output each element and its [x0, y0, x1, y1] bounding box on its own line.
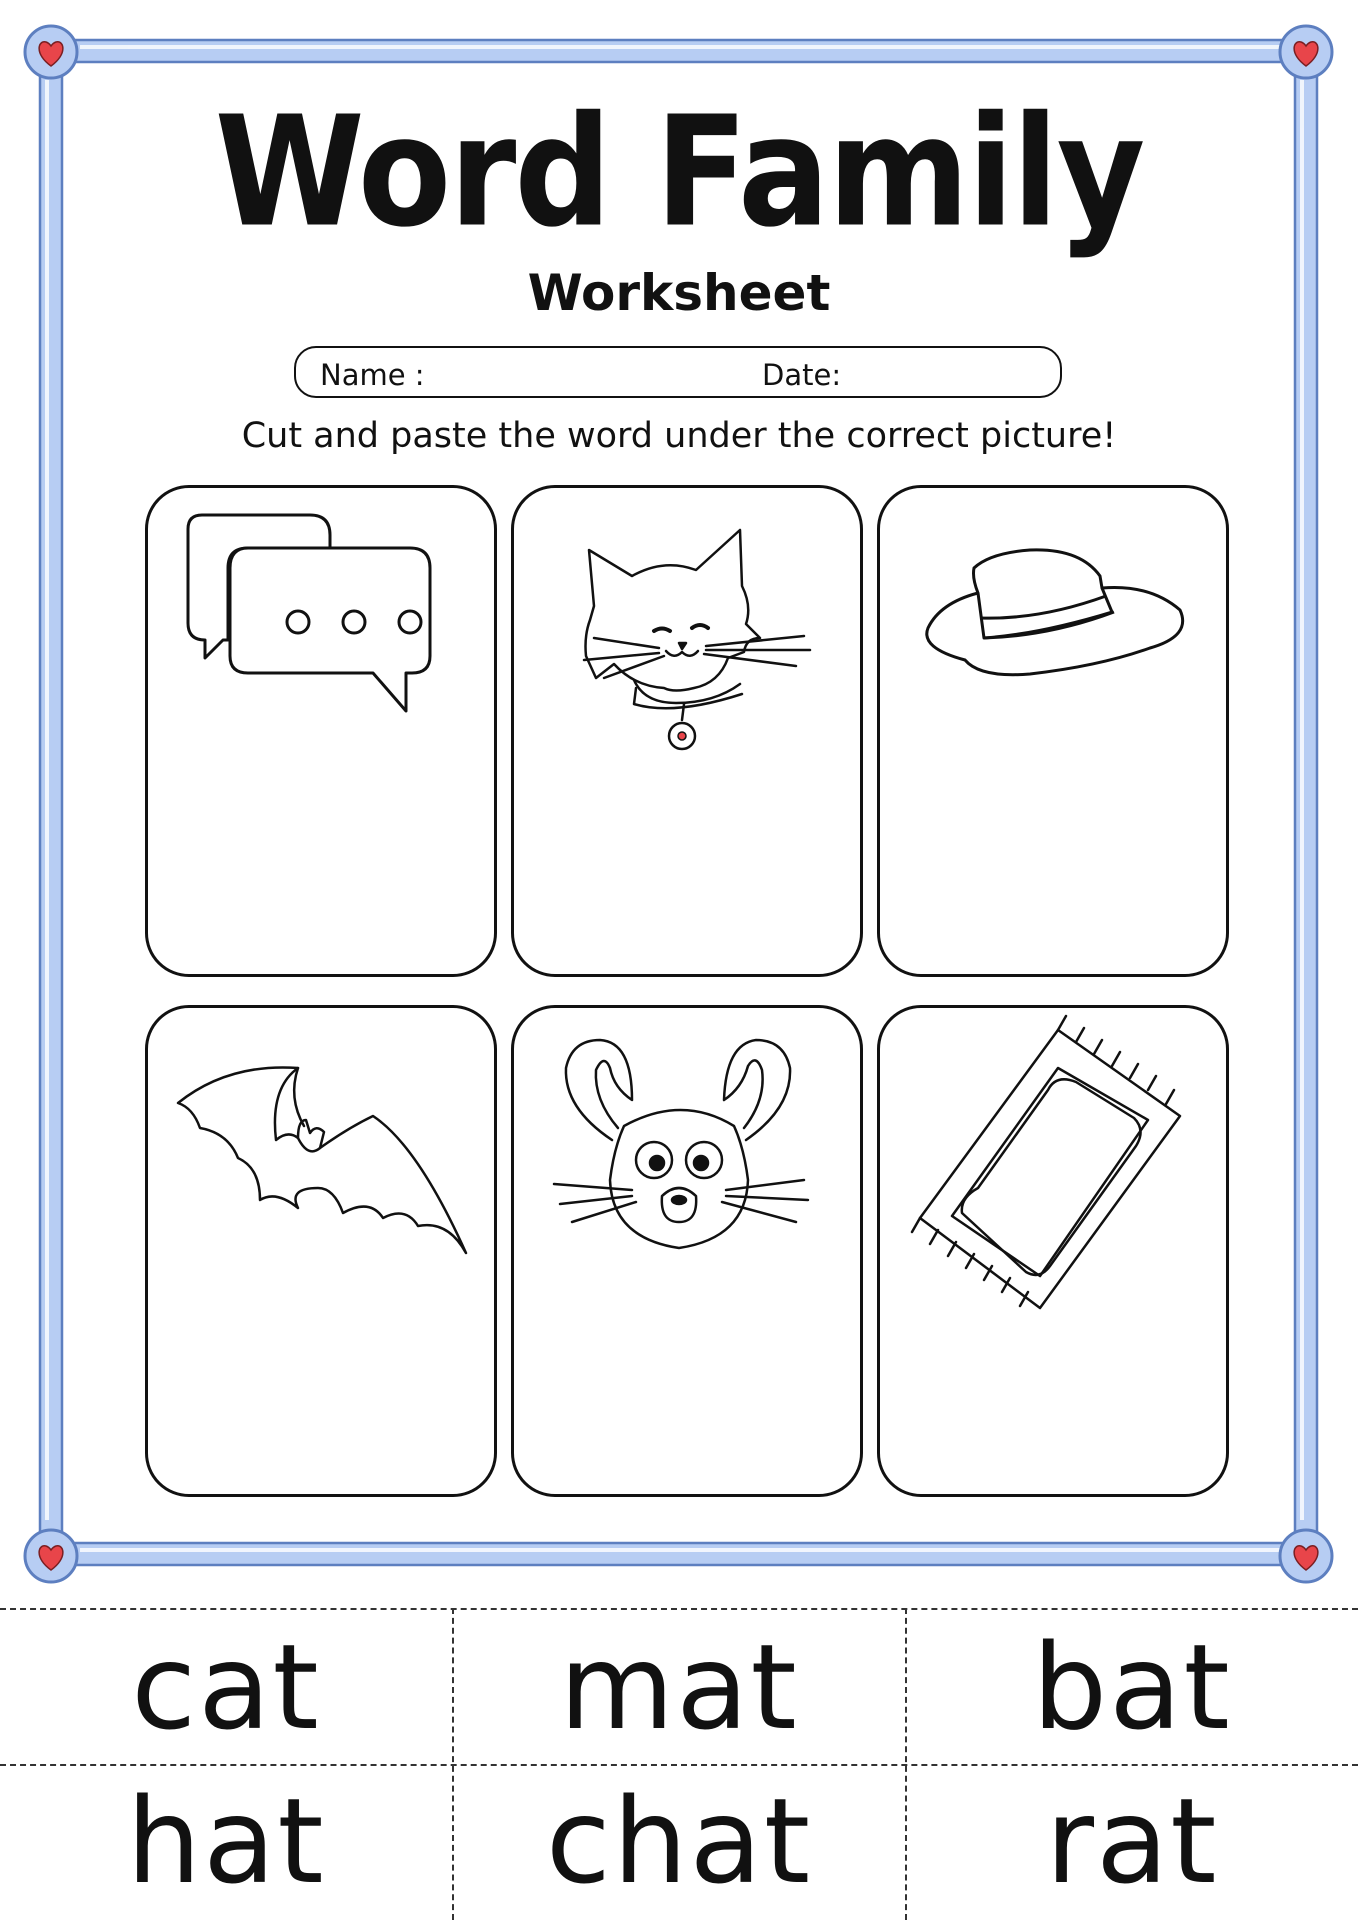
word-card-bat[interactable]: bat — [1032, 1618, 1232, 1756]
name-label: Name : — [320, 358, 425, 392]
worksheet-subtitle: Worksheet — [527, 264, 831, 322]
hat-icon — [880, 488, 1232, 980]
name-date-bar — [294, 346, 1062, 398]
corner-heart-icon — [25, 26, 77, 78]
speech-bubbles-icon — [148, 488, 500, 980]
bat-icon — [148, 1008, 500, 1500]
picture-card-cat — [511, 485, 863, 977]
corner-heart-icon — [1280, 26, 1332, 78]
mat-icon — [880, 1008, 1232, 1500]
word-card-chat[interactable]: chat — [545, 1772, 813, 1910]
picture-card-bat — [145, 1005, 497, 1497]
date-label: Date: — [762, 358, 842, 392]
corner-heart-icon — [1280, 1530, 1332, 1582]
word-card-rat[interactable]: rat — [1045, 1772, 1219, 1910]
cat-icon — [514, 488, 866, 980]
instruction-text: Cut and paste the word under the correct picture! — [241, 416, 1117, 456]
word-card-mat[interactable]: mat — [559, 1618, 799, 1756]
picture-card-mat — [877, 1005, 1229, 1497]
corner-heart-icon — [25, 1530, 77, 1582]
cut-line — [0, 1608, 1358, 1610]
worksheet-title: Word Family — [214, 84, 1144, 262]
mouse-icon — [514, 1008, 866, 1500]
word-card-hat[interactable]: hat — [126, 1772, 326, 1910]
picture-card-chat — [145, 485, 497, 977]
word-card-cat[interactable]: cat — [131, 1618, 321, 1756]
cut-line — [0, 1764, 1358, 1766]
picture-card-hat — [877, 485, 1229, 977]
picture-card-mouse — [511, 1005, 863, 1497]
